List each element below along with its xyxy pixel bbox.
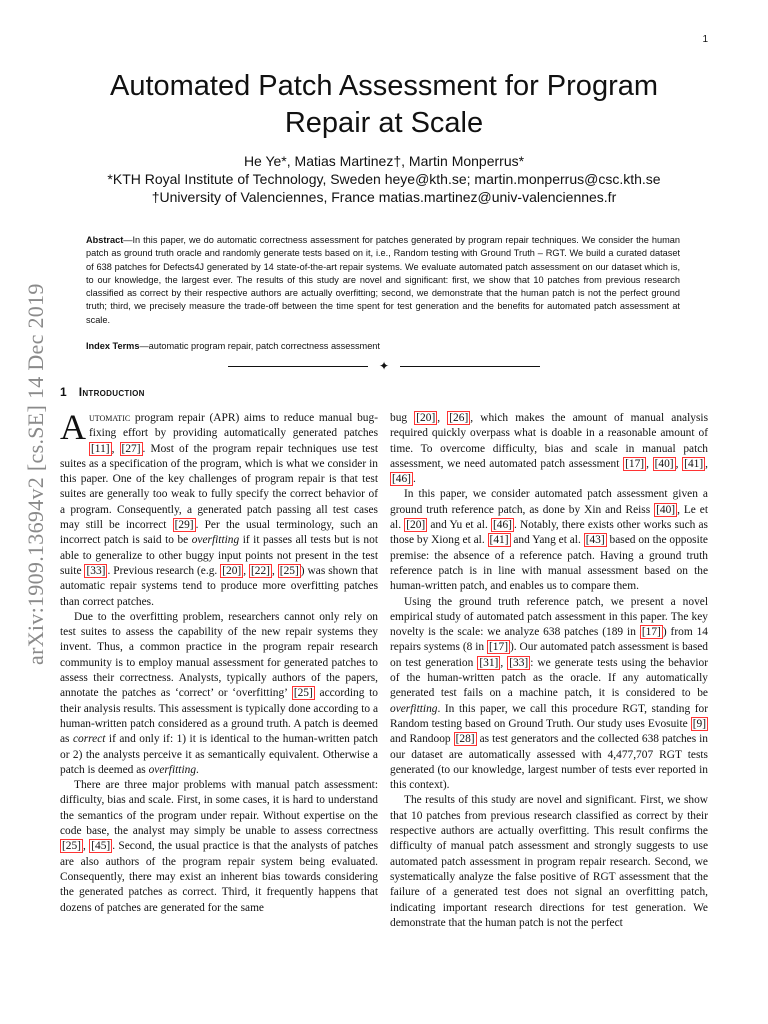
text-run: if and only if: 1) it is identical to the human-written patch or 2) the analysts perceive it as semantically equivalent. Otherwise a patch is deemed as (60, 733, 378, 776)
citation-link[interactable]: [29] (174, 519, 194, 532)
body-paragraph (390, 487, 708, 594)
body-paragraph (390, 411, 708, 487)
text-run: , (243, 564, 249, 577)
text-run: Due to the overfitting problem, researchers cannot only rely on test suites to assess the capability of the new repair systems they invent. Thus, a common practice in the program repair research community is to employ manual assessment for generated patches to assess their correctness. Analysts, typically authors of the papers, annotate the patches as ‘correct’ or ‘overfitting’ (60, 610, 378, 700)
divider-line-left (228, 366, 368, 367)
section-heading (60, 385, 145, 399)
body-paragraph (60, 610, 378, 778)
text-run: , Le et al. (390, 503, 708, 532)
citation-link[interactable]: [41] (684, 457, 704, 470)
affiliation-valenciennes: †University of Valenciennes, France matias.martinez@univ-valenciennes.fr (151, 189, 617, 205)
body-paragraph (60, 778, 378, 916)
citation-link[interactable]: [26] (449, 412, 469, 424)
text-run: . Per the usual terminology, such an incorrect patch is said to be (60, 519, 378, 547)
text-run: according to their analysis results. This assessment is typically done according to a human-written patch considered as a ground truth. A patch is deemed as (60, 687, 378, 746)
divider-line-right (400, 366, 540, 367)
text-run: ). Our automated patch assessment is based on test generation (390, 641, 709, 669)
body-paragraph (390, 793, 708, 931)
text-run: , (646, 457, 653, 470)
text-run: , (82, 840, 90, 853)
citation-link[interactable]: [20] (416, 412, 436, 424)
text-run: . (196, 763, 199, 776)
citation-link[interactable]: [33] (509, 656, 529, 669)
emphasized-term: correct (72, 733, 106, 746)
title-line: Repair at Scale (284, 107, 484, 139)
citation-link[interactable]: [40] (656, 503, 676, 516)
text-run: , (271, 564, 278, 577)
author-names: He Ye*, Matias Martinez†, Martin Monperrus* (243, 153, 525, 169)
citation-link[interactable]: [33] (86, 564, 106, 577)
body-paragraph (60, 407, 378, 610)
citation-link[interactable]: [25] (279, 564, 299, 577)
index-terms-label: Index Terms (86, 341, 140, 351)
text-run: In this paper, we consider automated patch assessment given a ground truth reference patch, as done by Xin and Reiss (390, 488, 708, 516)
citation-link[interactable]: [40] (654, 457, 674, 470)
text-run: Using the ground truth reference patch, we present a novel empirical study of automated patch assessment in this paper. The key novelty is the scale: we analyze 638 patches (189 in (390, 595, 708, 639)
text-run: . Second, the usual practice is that the analysts of patches are also authors of the program repair system being evaluated. Consequently, there may exist an inherent bias towards considering the generated patches as correct. Third, it frequently happens that dozens of patches are generated for the same (60, 840, 378, 914)
citation-link[interactable]: [25] (62, 840, 81, 853)
page-number: 1 (702, 34, 708, 45)
text-run: , which makes the amount of manual analysis required quickly overpass what is doable in a reasonable amount of time. To overcome difficulty, bias and scale in manual patch assessment, we need automated patch assessment (390, 412, 708, 470)
abstract-text: —In this paper, we do automatic correctness assessment for patches generated by program repair techniques. We consider the human patch as ground truth oracle and randomly generate tests based on it, i.e., Random testing with Ground Truth – RGT. We build a curated dataset of 638 patches for Defects4J generated by 14 state-of-the-art repair systems. We evaluate automated patch assessment on our dataset which is, to our knowledge, the largest ever. The results of this study are novel and significant: first, we show that 10 patches from previous research classified as correct by their respective authors are actually overfitting; second, we demonstrate that the human patch is not the perfect ground truth; third, we precisely measure the trade-off between the time spent for test generation and the benefits for automated patch assessment at scale. (86, 235, 680, 325)
text-run: based on the opposite premise: the absence of a reference patch. Having a ground truth reference patch is in line with manual assessment based on the human-written patch, and enables us to compare them. (390, 534, 708, 593)
text-run: , (111, 442, 120, 455)
text-run: ) from 14 repairs systems (8 in (390, 626, 708, 654)
citation-link[interactable]: [41] (489, 534, 509, 547)
citation-link[interactable]: [17] (641, 626, 661, 639)
citation-link[interactable]: [43] (585, 534, 605, 547)
text-run: , (437, 412, 448, 424)
text-run: , (500, 656, 508, 669)
text-run: There are three major problems with manual patch assessment: difficulty, bias and scale. First, in some cases, it is hard to understand the semantics of the program under repair. Without expertise on the code base, the analyst may simply be unable to assess correctness (60, 779, 378, 838)
emphasized-term: overfitting (191, 534, 240, 547)
citation-link[interactable]: [45] (91, 840, 111, 853)
emphasized-term: overfitting (148, 763, 197, 776)
abstract-label: Abstract (86, 235, 124, 245)
citation-link[interactable]: [28] (455, 733, 475, 746)
text-run: . Notably, there exists other works such as those by Xiong et al. (390, 519, 708, 547)
citation-link[interactable]: [11] (91, 442, 110, 455)
citation-link[interactable]: [17] (489, 641, 508, 654)
section-title: Introduction (78, 385, 145, 399)
arxiv-identifier: arXiv:1909.13694v2 [cs.SE] 14 Dec 2019 (23, 283, 48, 665)
text-run: . In this paper, we call this procedure RGT, standing for Random testing based on Ground Truth. Our study uses Evosuite (390, 702, 708, 730)
drop-cap: A (60, 407, 86, 447)
text-run: . (412, 473, 416, 486)
text-run: bug (390, 412, 415, 424)
text-run: , (675, 457, 683, 470)
text-run: ) was shown that automatic repair systems tend to produce more overfitting patches than correct patches. (60, 564, 378, 608)
body-paragraph (390, 595, 708, 794)
citation-link[interactable]: [17] (625, 457, 645, 470)
section-divider (228, 359, 540, 373)
text-run: : we generate tests using the behavior of the human-written patch as the oracle. If any automatically generated test fails on a machine patch, it is considered to be (390, 656, 709, 700)
citation-link[interactable]: [25] (293, 687, 313, 700)
citation-link[interactable]: [31] (479, 656, 499, 669)
abstract (86, 234, 680, 327)
right-text-column (390, 411, 708, 931)
citation-link[interactable]: [20] (406, 519, 426, 532)
text-run: program repair (APR) aims to reduce manual bug-fixing effort by providing automatically generated patches (89, 412, 378, 440)
citation-link[interactable]: [9] (692, 717, 706, 730)
citation-link[interactable]: [46] (392, 473, 411, 486)
text-run: and Yu et al. (427, 519, 491, 532)
divider-ornament-icon: ✦ (379, 359, 390, 373)
text-run: . Most of the program repair techniques use test suites as a specification of the program, which is what we consider in this paper. One of the key challenges of program repair is that test suites are generally too weak to fully specify the correct behavior of a program. Consequently, a generated patch passing all test cases may still be incorrect (60, 442, 378, 532)
index-terms (86, 340, 680, 353)
text-run: and Yang et al. (510, 534, 584, 547)
text-run: , (705, 457, 708, 470)
affiliation-kth: *KTH Royal Institute of Technology, Sweden heye@kth.se; martin.monperrus@csc.kth.se (107, 171, 661, 187)
paper-title (80, 68, 688, 142)
index-terms-text: —automatic program repair, patch correctness assessment (139, 341, 380, 351)
citation-link[interactable]: [46] (492, 519, 512, 532)
emphasized-term: overfitting (390, 702, 438, 715)
author-block (80, 152, 688, 206)
lead-smallcaps: utomatic (89, 412, 131, 424)
text-run: and Randoop (390, 733, 454, 746)
text-run: as test generators and the collected 638 patches in our dataset are automatically assessed with 4,477,707 RGT tests generated (to our knowledge, largest number of tests ever reported in this context). (390, 733, 708, 792)
left-text-column (60, 407, 378, 916)
section-number: 1 (60, 385, 67, 399)
citation-link[interactable]: [27] (121, 442, 141, 455)
text-run: . Previous research (e.g. (107, 564, 221, 577)
citation-link[interactable]: [22] (251, 564, 270, 577)
text-run: The results of this study are novel and significant. First, we show that 10 patches from previous research classified as correct by their respective authors are actually overfitting. This result confirms the difficulty of manual patch assessment and strongly suggests to use automated patch assessment in program repair research. Second, we systematically analyze the false positive of RGT assessment that the failure of a generated test does not signal an overfitting patch, indicating important research directions for test generation. We demonstrate that the human patch is not the perfect (390, 794, 708, 929)
citation-link[interactable]: [20] (222, 564, 242, 577)
title-line: Automated Patch Assessment for Program (109, 70, 659, 102)
text-run: if it passes all tests but is not able to generalize to other buggy input points not present in the test suite (60, 534, 378, 577)
